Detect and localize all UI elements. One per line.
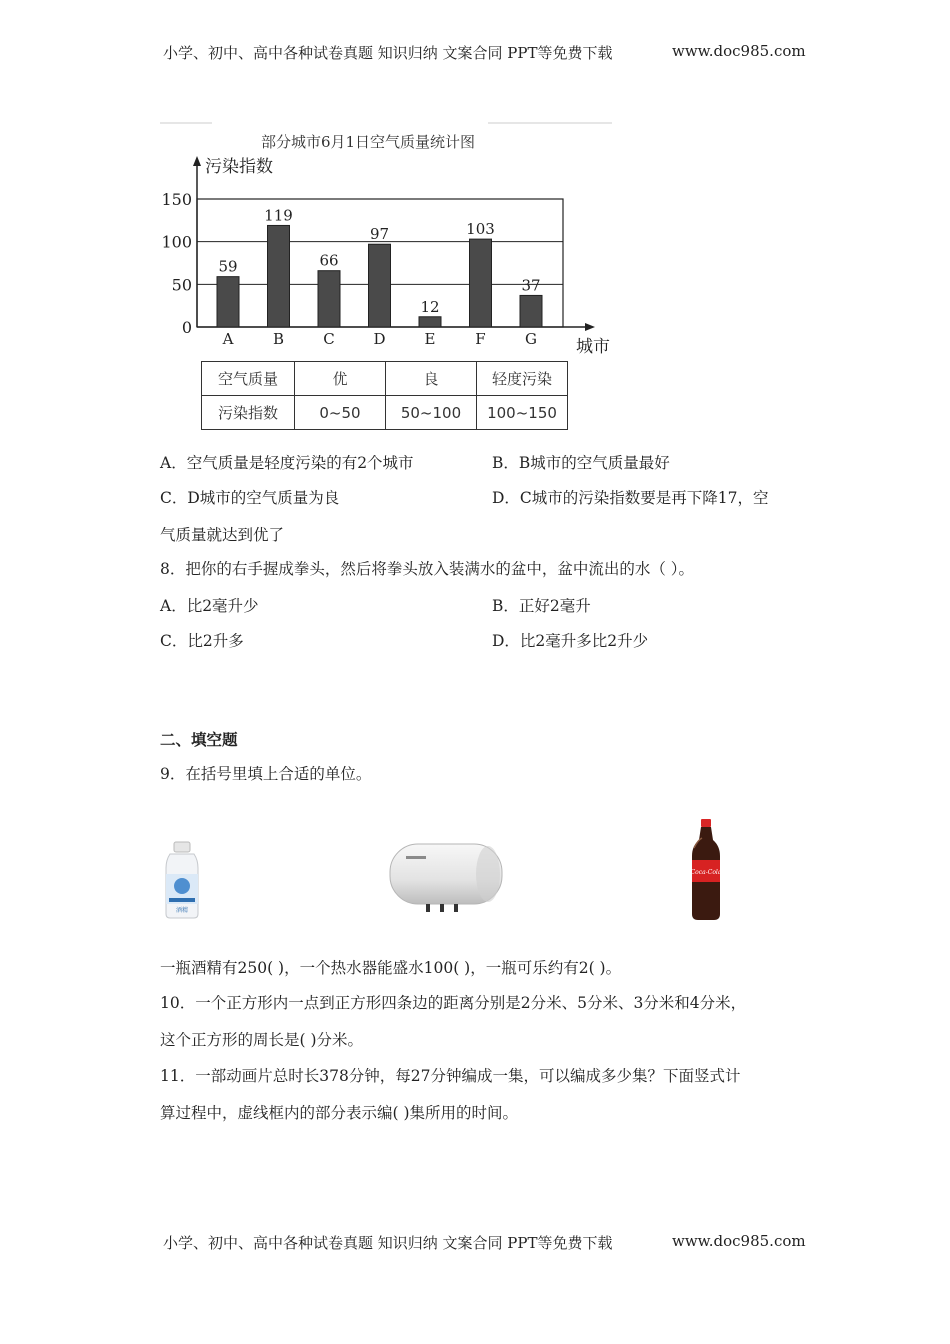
y-tick-label: 100 bbox=[161, 232, 192, 252]
q10-line2: 这个正方形的周长是( )分米。 bbox=[160, 1031, 364, 1049]
y-tick-label: 150 bbox=[161, 190, 192, 209]
q8-option-a: A．比2毫升少 bbox=[160, 597, 259, 615]
value-label: 37 bbox=[521, 276, 541, 295]
q11-line2: 算过程中，虚线框内的部分表示编( )集所用的时间。 bbox=[160, 1104, 519, 1122]
q8-option-d: D．比2毫升多比2升少 bbox=[492, 632, 649, 650]
bar-B bbox=[268, 225, 290, 327]
table-cell: 100~150 bbox=[477, 396, 568, 430]
value-label: 12 bbox=[420, 297, 440, 316]
bar-chart bbox=[150, 115, 620, 365]
x-axis-label: 城市 bbox=[576, 337, 610, 357]
footer-url: www.doc985.com bbox=[672, 1232, 806, 1250]
bar-E bbox=[419, 317, 441, 327]
value-label: 119 bbox=[264, 206, 293, 225]
value-label: 103 bbox=[466, 220, 495, 239]
x-tick-label: G bbox=[525, 330, 537, 348]
y-axis-arrow bbox=[193, 156, 201, 166]
q7-option-a: A．空气质量是轻度污染的有2个城市 bbox=[160, 454, 414, 472]
table-cell: 50~100 bbox=[386, 396, 477, 430]
bar-A bbox=[217, 277, 239, 327]
q7-option-d: D．C城市的污染指数要是再下降17，空 bbox=[492, 489, 769, 507]
footer-text: 小学、初中、高中各种试卷真题 知识归纳 文案合同 PPT等免费下载 bbox=[163, 1234, 613, 1252]
x-tick-label: C bbox=[323, 330, 335, 348]
section-title: 二、填空题 bbox=[160, 731, 238, 749]
bar-G bbox=[520, 295, 542, 327]
cola-bottle-image bbox=[686, 818, 726, 922]
table-cell: 空气质量 bbox=[202, 362, 295, 396]
header-text: 小学、初中、高中各种试卷真题 知识归纳 文案合同 PPT等免费下载 bbox=[163, 44, 613, 62]
table-row bbox=[202, 396, 568, 430]
value-label: 66 bbox=[319, 251, 339, 270]
table-cell: 0~50 bbox=[295, 396, 386, 430]
x-tick-label: B bbox=[272, 330, 285, 348]
bottle-label: 酒精 bbox=[175, 907, 189, 914]
y-axis-label: 污染指数 bbox=[205, 157, 273, 177]
table-row bbox=[202, 362, 568, 396]
table-cell: 污染指数 bbox=[202, 396, 295, 430]
q8-stem: 8．把你的右手握成拳头，然后将拳头放入装满水的盆中，盆中流出的水（ ）。 bbox=[160, 560, 695, 578]
x-tick-label: D bbox=[373, 330, 386, 348]
chart-title: 部分城市6月1日空气质量统计图 bbox=[260, 133, 476, 151]
q8-option-b: B．正好2毫升 bbox=[492, 597, 591, 615]
alcohol-bottle-image bbox=[160, 840, 204, 920]
y-tick-label: 0 bbox=[181, 318, 192, 337]
q7-option-d-continued: 气质量就达到优了 bbox=[160, 526, 285, 544]
q9-answer-line: 一瓶酒精有250( )，一个热水器能盛水100( )，一瓶可乐约有2( )。 bbox=[160, 959, 622, 977]
x-tick-label: E bbox=[424, 330, 436, 348]
x-tick-label: F bbox=[475, 330, 486, 348]
value-label: 97 bbox=[369, 225, 390, 244]
air-quality-table bbox=[201, 361, 568, 430]
header-url: www.doc985.com bbox=[672, 42, 806, 60]
q11-line1: 11．一部动画片总时长378分钟，每27分钟编成一集，可以编成多少集？下面竖式计 bbox=[160, 1067, 741, 1085]
table-cell: 良 bbox=[386, 362, 477, 396]
bar-D bbox=[369, 244, 391, 327]
x-tick-label: A bbox=[222, 330, 234, 348]
q7-option-b: B．B城市的空气质量最好 bbox=[492, 454, 670, 472]
q7-option-c: C．D城市的空气质量为良 bbox=[160, 489, 340, 507]
q8-option-c: C．比2升多 bbox=[160, 632, 244, 650]
y-tick-label: 50 bbox=[171, 275, 192, 295]
bar-F bbox=[470, 239, 492, 327]
q10-line1: 10．一个正方形内一点到正方形四条边的距离分别是2分米、5分米、3分米和4分米， bbox=[160, 994, 747, 1012]
value-label: 59 bbox=[218, 257, 238, 276]
water-heater-image bbox=[388, 842, 504, 914]
table-cell: 轻度污染 bbox=[477, 362, 568, 396]
bar-C bbox=[318, 271, 340, 327]
cola-label: Coca-Cola bbox=[690, 869, 722, 876]
q9-stem: 9．在括号里填上合适的单位。 bbox=[160, 765, 372, 783]
table-cell: 优 bbox=[295, 362, 386, 396]
x-axis-arrow bbox=[585, 323, 595, 331]
